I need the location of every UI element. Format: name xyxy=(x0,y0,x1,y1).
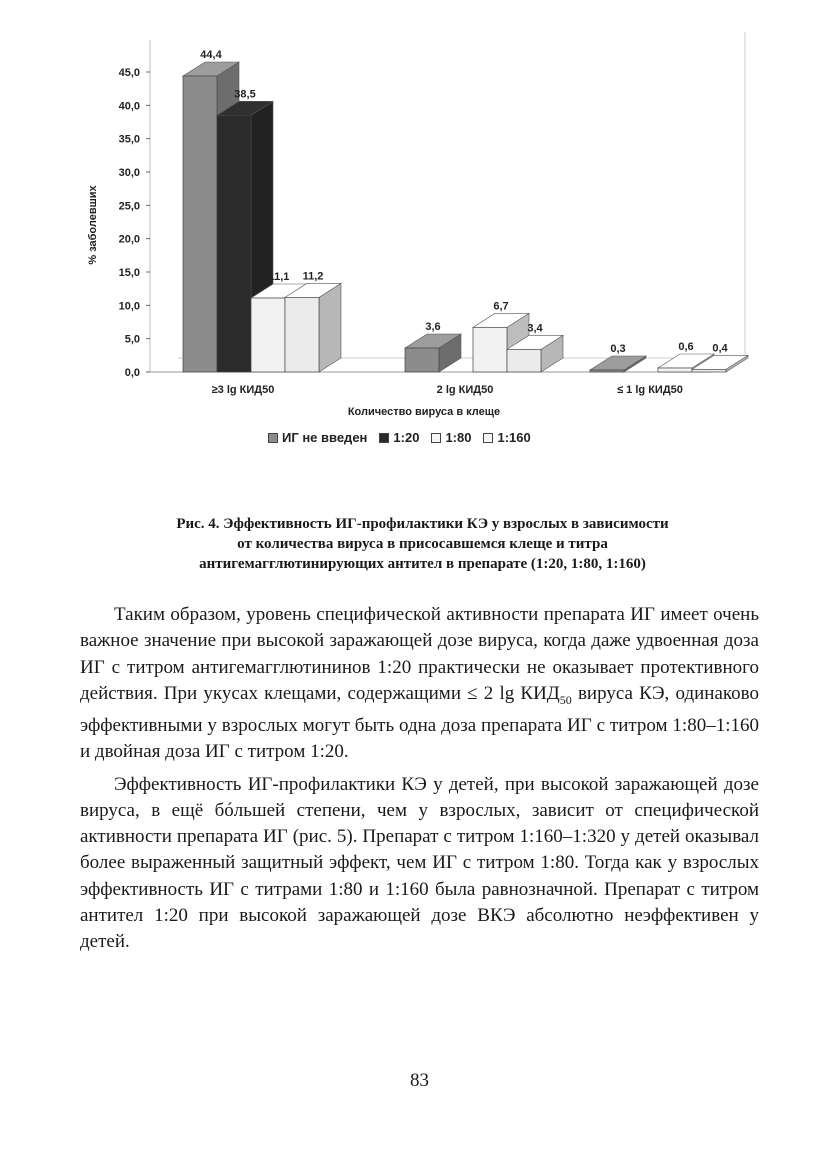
figure-caption xyxy=(95,514,750,574)
caption-line: антигемагглютинирующих антител в препарате (1:20, 1:80, 1:160) xyxy=(199,556,646,572)
y-tick-label: 35,0 xyxy=(118,133,140,146)
bar-front xyxy=(692,369,726,372)
data-label: 3,4 xyxy=(527,322,543,335)
caption-line: от количества вируса в присосавшемся клеще и титра xyxy=(237,536,608,552)
y-tick-label: 20,0 xyxy=(118,233,140,246)
paragraph-text: Таким образом, уровень специфической активности препарата ИГ имеет очень важное значение при высокой заражающей дозе вируса, когда даже удвоенная доза ИГ с титром антигемагглютининов 1:20 практически не оказывает протективного действия. При укусах клещами, содержащими ≤ 2 lg КИД xyxy=(80,604,759,704)
subscript: 50 xyxy=(559,692,572,707)
bar-front xyxy=(590,370,624,372)
bar xyxy=(285,283,341,372)
legend-swatch xyxy=(431,433,441,443)
x-tick-label: ≥3 lg КИД50 xyxy=(211,384,275,396)
caption-line: Рис. 4. Эффективность ИГ-профилактики КЭ у взрослых в зависимости xyxy=(176,516,669,532)
y-tick-label: 25,0 xyxy=(118,200,140,213)
body-text xyxy=(80,602,759,962)
bar xyxy=(405,334,461,372)
paragraph xyxy=(80,602,759,766)
legend-label: 1:20 xyxy=(393,430,420,445)
bar-side xyxy=(319,283,341,372)
paragraph-text: вируса КЭ, одинаково эффективными у взрослых могут быть одна доза препарата ИГ с титром 1:80–1:160 и двойная доза ИГ с титром 1:20. xyxy=(80,682,759,763)
legend-label: 1:160 xyxy=(497,430,531,445)
bar-front xyxy=(217,115,251,372)
x-tick-label: ≤ 1 lg КИД50 xyxy=(617,384,683,396)
legend-swatch xyxy=(379,433,389,443)
y-tick-label: 30,0 xyxy=(118,167,140,179)
data-label: 44,4 xyxy=(200,49,222,61)
y-tick-label: 45,0 xyxy=(118,67,140,79)
bar-front xyxy=(251,298,285,372)
bar-front xyxy=(285,297,319,372)
legend-item xyxy=(431,430,471,445)
x-axis xyxy=(212,384,683,396)
bar-front xyxy=(658,368,692,372)
x-tick-label: 2 lg КИД50 xyxy=(436,384,494,396)
bar-front xyxy=(473,327,507,372)
bar-front xyxy=(183,76,217,372)
x-axis-title: Количество вируса в клеще xyxy=(347,406,501,418)
y-tick-label: 40,0 xyxy=(118,100,140,113)
bars xyxy=(183,62,748,372)
data-label: 38,5 xyxy=(234,88,256,101)
legend-swatch xyxy=(268,433,278,443)
data-label: 6,7 xyxy=(493,300,509,313)
bar-chart xyxy=(0,0,839,470)
page-number: 83 xyxy=(410,1070,429,1091)
legend-item xyxy=(379,430,419,445)
legend-swatch xyxy=(483,433,493,443)
legend-label: ИГ не введен xyxy=(282,430,368,445)
y-tick-label: 10,0 xyxy=(118,300,140,313)
y-axis-title: % заболевших xyxy=(87,185,99,265)
data-label: 11,1 xyxy=(268,271,290,283)
y-axis xyxy=(119,67,150,379)
data-label: 3,6 xyxy=(425,321,441,333)
paragraph: Эффективность ИГ-профилактики КЭ у детей, при высокой заражающей дозе вируса, в ещё бóльшей степени, чем у взрослых, зависит от специфической активности препарата ИГ (рис. 5). Препарат с титром 1:160–1:320 у детей оказывал более выраженный защитный эффект, чем ИГ с титром 1:80. Тогда как у взрослых эффективность ИГ с титрами 1:80 и 1:160 была равнозначной. Препарат с титром антител 1:20 при высокой заражающей дозе ВКЭ абсолютно неэффективен у детей. xyxy=(80,773,759,953)
legend-item xyxy=(268,430,367,445)
legend-label: 1:80 xyxy=(445,430,472,445)
bar-front xyxy=(507,349,541,372)
data-label: 0,3 xyxy=(610,343,626,355)
data-label: 0,6 xyxy=(678,341,694,353)
data-label: 11,2 xyxy=(302,270,324,283)
y-tick-label: 15,0 xyxy=(118,267,140,279)
bar-front xyxy=(405,348,439,372)
y-tick-label: 5,0 xyxy=(124,333,140,346)
legend-item xyxy=(483,430,530,445)
data-label: 0,4 xyxy=(712,342,728,355)
chart-legend xyxy=(268,430,628,445)
y-tick-label: 0,0 xyxy=(124,367,140,379)
